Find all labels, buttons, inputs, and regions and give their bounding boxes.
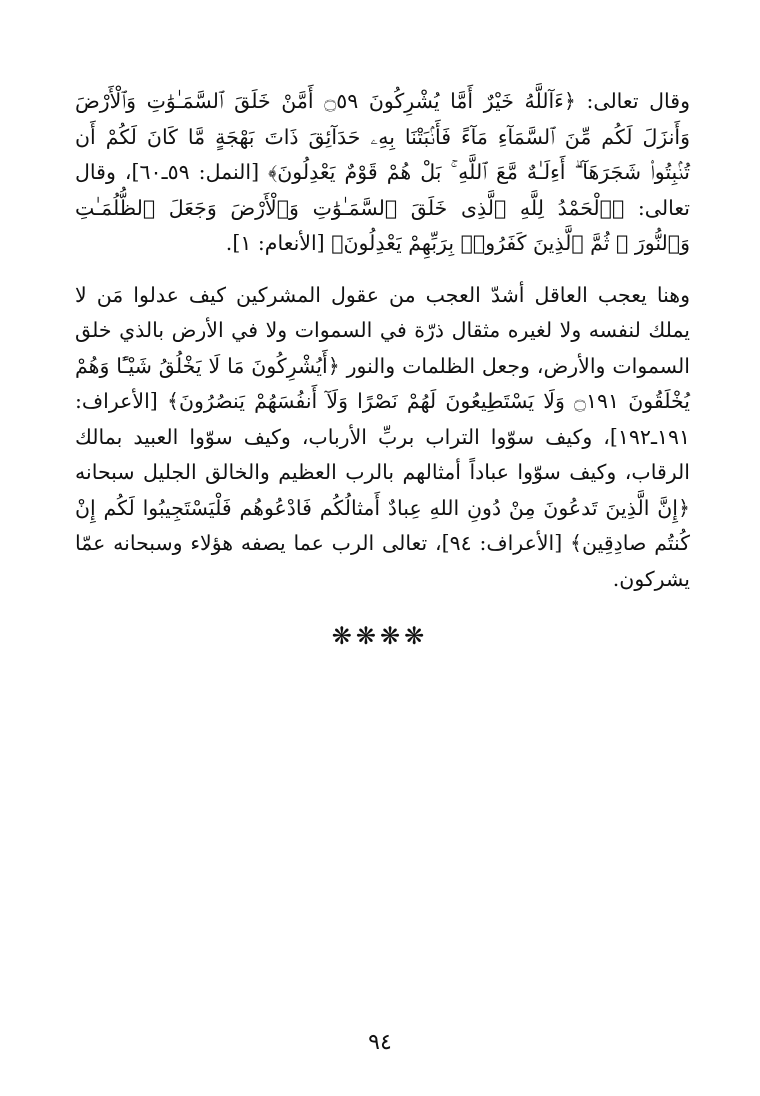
citation: [النمل: ٥٩ـ٦٠]، وقال تعالى: — [75, 160, 690, 220]
quran-verse: ﴿أَيُشْرِكُونَ مَا لَا يَخْلُقُ شَيْـًٔا وَهُمْ يُخْلَقُونَ ۝١٩١ وَلَا يَسْتَطِيعُونَ لَهُمْ نَصْرًا وَلَآ أَنفُسَهُمْ يَنصُرُونَ﴾ — [75, 353, 690, 413]
paragraph-1 — [75, 84, 690, 262]
section-separator: ❋❋❋❋ — [331, 622, 429, 650]
citation: [الأعراف: ١٩١ـ١٩٢]، وكيف سوّوا التراب بربِّ الأرباب، وكيف سوّوا العبيد بمالك الرقاب، وكيف سوّوا عباداً أمثالهم بالرب العظيم والخالق الجليل سبحانه — [75, 389, 690, 484]
page-number: ٩٤ — [368, 1030, 392, 1055]
quran-verse: ﴿ءَآللَّهُ خَيْرٌ أَمَّا يُشْرِكُونَ ۝٥٩ أَمَّنْ خَلَقَ ٱلسَّمَـٰوَٰتِ وَٱلْأَرْضَ وَأَنزَلَ لَكُم مِّنَ ٱلسَّمَآءِ مَآءً فَأَنۢبَتْنَا بِهِۦ حَدَآئِقَ ذَاتَ بَهْجَةٍ مَّا كَانَ لَكُمْ أَن تُنۢبِتُوا۟ شَجَرَهَآ ۗ أَءِلَـٰهٌ مَّعَ ٱللَّهِ ۚ بَلْ هُمْ قَوْمٌ يَعْدِلُونَ﴾ — [75, 89, 690, 184]
citation: [الأنعام: ١]. — [225, 231, 332, 255]
body-text: وقال تعالى: — [575, 89, 690, 113]
body-text: وهنا يعجب العاقل أشدّ العجب من عقول المشركين كيف عدلوا مَن لا يملك لنفسه ولا لغيره مثقال ذرّة في السموات ولا في الأرض بالذي خلق السموات والأرض، وجعل الظلمات والنور — [75, 282, 690, 378]
page-body — [75, 84, 690, 597]
quran-verse: ﴿ٱلْحَمْدُ لِلَّهِ ٱلَّذِى خَلَقَ ٱلسَّمَـٰوَٰتِ وَٱلْأَرْضَ وَجَعَلَ ٱلظُّلُمَـٰتِ وَٱلنُّورَ ۖ ثُمَّ ٱلَّذِينَ كَفَرُوا۟ بِرَبِّهِمْ يَعْدِلُونَ﴾ — [75, 195, 690, 255]
paragraph-2 — [75, 278, 690, 598]
citation: [الأعراف: ٩٤]، تعالى الرب عما يصفه هؤلاء وسبحانه عمّا يشركون. — [75, 531, 690, 591]
quran-verse: ﴿إِنَّ الَّذِينَ تَدعُونَ مِنْ دُونِ اللهِ عِبادٌ أَمثالُكُم فَادْعُوهُم فَلْيَسْتَجِيبُوا لَكُم إِنْ كُنتُم صادِقِين﴾ — [75, 495, 690, 555]
